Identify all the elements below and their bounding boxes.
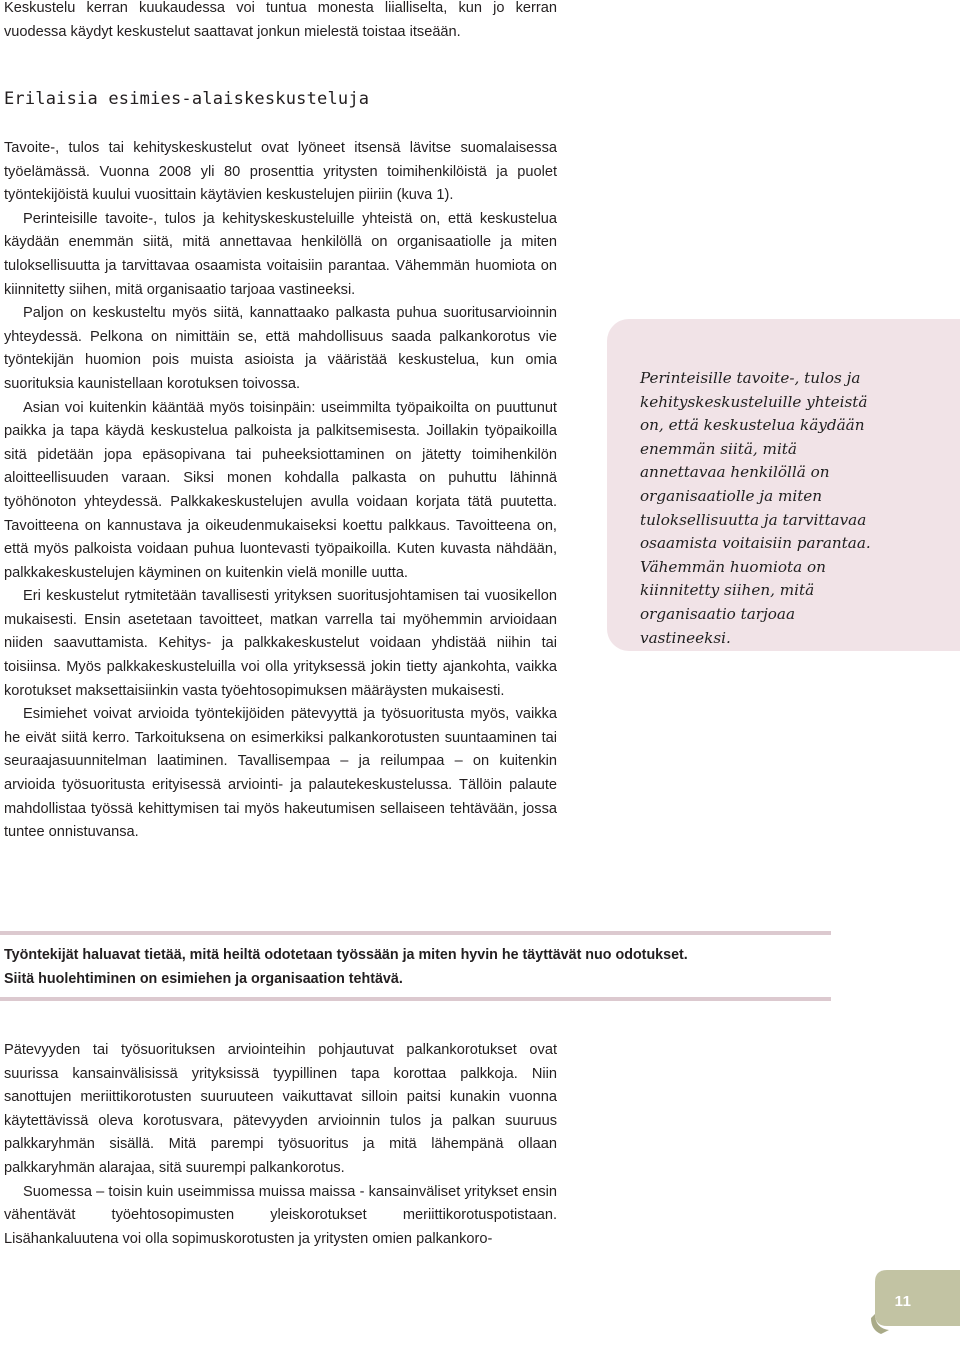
page-number-tab (871, 1270, 960, 1334)
callout-bottom-rule (0, 997, 831, 1001)
section-heading: Erilaisia esimies-alaiskeskusteluja (4, 89, 370, 109)
body-paragraph: Asian voi kuitenkin kääntää myös toisinpäin: useimmilta työpaikoilta on puuttunut paikka ja tapa käydä keskustelua palkoista ja palkitsemisesta. Joillakin työpaikoilla sitä pidetään jopa epäsopivana tai puheeksiottaminen on jätetty toimihenkilön aloitteellisuuden varaan. Siksi monen kohdalla palkasta on puhuttu lähinnä työhönoton yhteydessä. Palkkakeskustelujen avulla voidaan korjata tätä puutetta. Tavoitteena on kannustava ja oikeudenmukaiseksi koettu palkkaus. Tavoitteena on, että myös palkoista voidaan puhua luontevasti työpaikoilla. Kuten kuvasta nähdään, palkkakeskustelujen käyminen on kuitenkin vielä monille uutta. (4, 399, 557, 581)
callout-box (4, 943, 824, 991)
intro-paragraph (4, 0, 557, 44)
body-paragraph: Tavoite-, tulos tai kehityskeskustelut ovat lyöneet itsensä lävitse suomalaisessa työelämässä. Vuonna 2008 yli 80 prosenttia yritysten toimihenkilöistä ja puolet työntekijöistä kuului vuosittain käytävien keskustelujen piiriin (kuva 1). (4, 140, 557, 204)
body-paragraph: Esimiehet voivat arvioida työntekijöiden pätevyyttä ja työsuoritusta myös, vaikka he eivät siitä kerro. Tarkoituksena on esimerkiksi palkankorotusten suuntaaminen tai seuraajasuunnitelman laatiminen. Tavallisempaa – ja reilumpaa – on kuitenkin arvioida työsuoritusta erityisessä arviointi- ja palautekeskustelussa. Tällöin palaute mahdollistaa työssä kehittymisen tai myös hakeutumisen sellaiseen tehtävään, jossa tuntee onnistuvansa. (4, 706, 557, 841)
body-paragraph: Perinteisille tavoite-, tulos ja kehityskeskusteluille yhteistä on, että keskustelua käydään enemmän siitä, mitä annettavaa henkilöllä on organisaatiolle ja miten tuloksellisuutta ja tarvittavaa osaamista voitaisiin parantaa. Vähemmän huomiota on kiinnitetty siihen, mitä organisaatio tarjoaa vastineeksi. (4, 210, 557, 298)
callout-line: Työntekijät haluavat tietää, mitä heiltä odotetaan työssään ja miten hyvin he täyttävät nuo odotukset. (4, 947, 688, 963)
pull-quote-box (607, 319, 960, 651)
body-paragraph: Suomessa – toisin kuin useimmissa muissa maissa - kansainväliset yritykset ensin vähentävät työehtosopimusten yleiskorotukset meriittikorotuspotistaan. Lisähankaluutena voi olla sopimuskorotusten ja yritysten omien palkankoro- (4, 1183, 557, 1247)
callout-line: Siitä huolehtiminen on esimiehen ja organisaation tehtävä. (4, 971, 403, 987)
body-paragraph: Eri keskustelut rytmitetään tavallisesti yrityksen suoritusjohtamisen tai vuosikellon mukaisesti. Ensin asetetaan tavoitteet, matkan varrella tai myöhemmin arvioidaan niiden saavuttamista. Kehitys- ja palkkakeskustelut voidaan yhdistää niihin tai toisiinsa. Myös palkkakeskusteluilla voi olla yrityksessä jokin tietty ajankohta, vaikka korotukset maksettaisiinkin vasta työehtosopimuksen määräysten mukaisesti. (4, 588, 557, 699)
body-paragraph: Pätevyyden tai työsuorituksen arviointeihin pohjautuvat palkankorotukset ovat suurissa kansainvälisissä yrityksissä tyypillinen tapa korottaa palkkoja. Niin sanottujen meriittikorotusten suuruuteen vaikuttavat silloin paitsi kunakin vuonna käytettävissä oleva korotusvara, pätevyyden arvioinnin tulos ja palkan suuruus palkkaryhmän sisällä. Mitä parempi työsuoritus ja mitä lähempänä ollaan palkkaryhmän alarajaa, sitä suurempi palkankorotus. (4, 1042, 557, 1176)
callout-top-rule (0, 931, 831, 935)
main-body-text (4, 137, 557, 845)
pull-quote-text: Perinteisille tavoite-, tulos ja kehityskeskusteluille yhteistä on, että keskustelua käydään enemmän siitä, mitä annettavaa henkilöllä on organisaatiolle ja miten tuloksellisuutta ja tarvittavaa osaamista voitaisiin parantaa. Vähemmän huomiota on kiinnitetty siihen, mitä organisaatio tarjoaa vastineeksi. (640, 369, 871, 647)
body-paragraph: Paljon on keskusteltu myös siitä, kannattaako palkasta puhua suoritusarvioinnin yhteydessä. Pelkona on nimittäin se, että mahdollisuus saada palkankorotus vie työntekijän huomion pois muista asioista ja vääristää keskustelua, kun omia suorituksia kaunistellaan korotuksen toivossa. (4, 305, 557, 392)
bottom-body-text (4, 1039, 557, 1251)
page-number: 11 (894, 1293, 912, 1310)
intro-text: Keskustelu kerran kuukaudessa voi tuntua monesta liialliselta, kun jo kerran vuodessa käydyt keskustelut saattavat jonkun mielestä toistaa itseään. (4, 0, 557, 40)
